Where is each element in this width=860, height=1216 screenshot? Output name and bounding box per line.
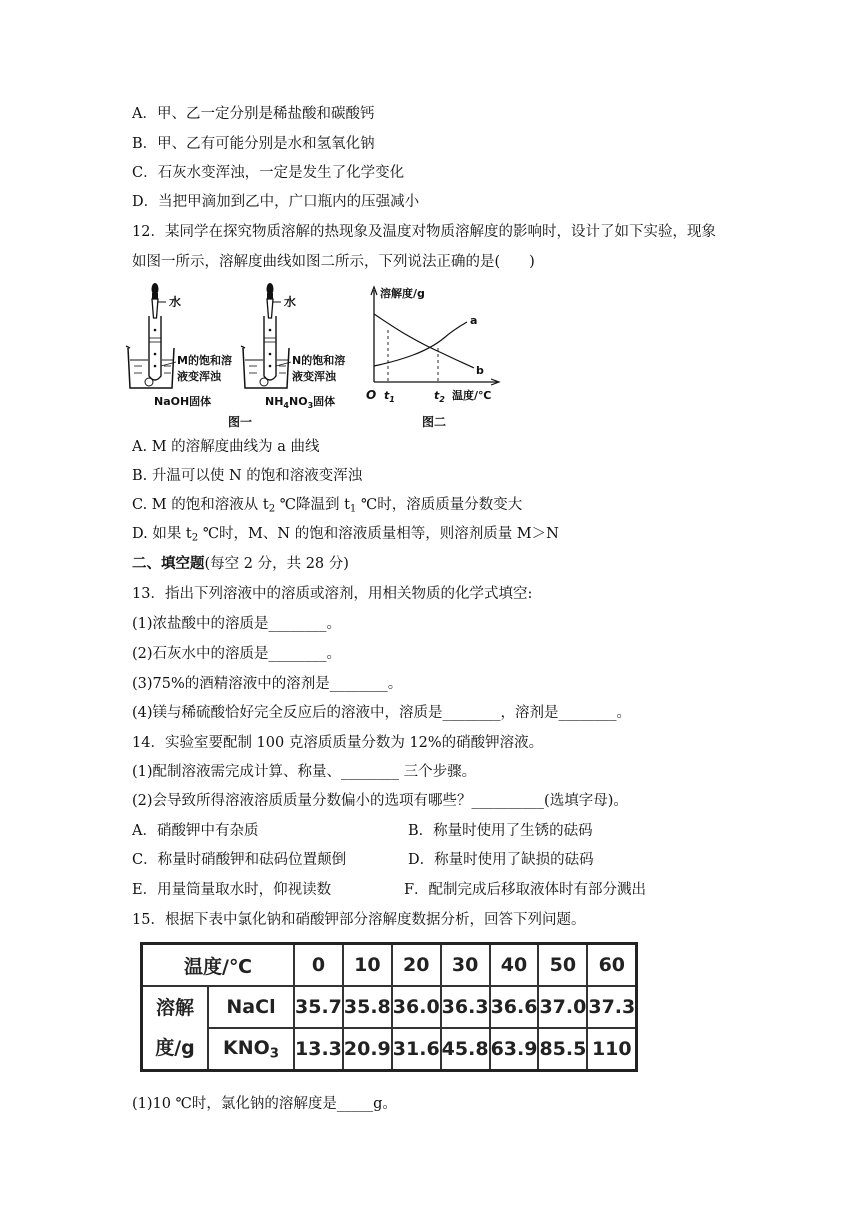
q13-sub2: (2)石灰水中的溶质是________。 — [132, 646, 342, 662]
q11-option-d: D．当把甲滴加到乙中，广口瓶内的压强减小 — [132, 194, 420, 210]
kno3-cell: 110 — [587, 1028, 636, 1071]
temp-cell: 60 — [587, 944, 636, 987]
q12-stem-line2: 如图一所示，溶解度曲线如图二所示，下列说法正确的是( ) — [132, 254, 535, 270]
q12-figure — [122, 278, 512, 433]
table-row — [142, 986, 637, 1028]
q11-option-c: C．石灰水变浑浊，一定是发生了化学变化 — [132, 165, 405, 181]
solubility-label: 溶解 度/g — [142, 986, 209, 1071]
m-label-line2: 液变浑浊 — [177, 370, 221, 383]
nacl-cell: 36.3 — [441, 986, 490, 1028]
solubility-table — [140, 942, 638, 1072]
n-label-line1: N的饱和溶 — [292, 354, 346, 367]
curve-b-label: b — [476, 364, 484, 377]
t2-label: $t_2$ — [434, 389, 445, 404]
curve-a-label: a — [470, 314, 478, 327]
kno3-cell: 20.9 — [343, 1028, 392, 1071]
m-label-line1: M的饱和溶 — [177, 354, 232, 367]
q14-option-b: B．称量时使用了生锈的砝码 — [408, 823, 593, 839]
table-row — [142, 1028, 637, 1071]
t1-label: $t_1$ — [384, 389, 395, 404]
q14-option-f: F．配制完成后移取液体时有部分溅出 — [404, 882, 647, 898]
x-axis-label: 温度/℃ — [452, 389, 492, 402]
kno3-cell: 45.8 — [441, 1028, 490, 1071]
nacl-cell: 37.0 — [538, 986, 587, 1028]
q14-stem: 14．实验室要配制 100 克溶质质量分数为 12%的硝酸钾溶液。 — [132, 735, 544, 751]
table-row — [142, 944, 637, 987]
q14-option-d: D．称量时使用了缺损的砝码 — [408, 852, 594, 868]
kno3-label: $KNO_3$ — [208, 1028, 294, 1071]
water-label-left: 水 — [169, 295, 182, 309]
q13-sub3: (3)75%的酒精溶液中的溶剂是________。 — [132, 676, 403, 692]
n-label-line2: 液变浑浊 — [292, 370, 336, 383]
q14-option-c: C．称量时硝酸钾和砝码位置颠倒 — [132, 852, 347, 868]
origin-label: O — [366, 388, 377, 402]
temp-cell: 50 — [538, 944, 587, 987]
q14-option-a: A．硝酸钾中有杂质 — [132, 823, 259, 839]
kno3-cell: 13.3 — [294, 1028, 343, 1071]
q12-option-c: C. M 的饱和溶液从 $t_2$ ℃降温到 $t_1$ ℃时，溶质质量分数变大 — [132, 497, 523, 515]
kno3-cell: 63.9 — [490, 1028, 539, 1071]
nacl-cell: 36.6 — [490, 986, 539, 1028]
y-axis-label: 溶解度/g — [380, 287, 425, 300]
q11-option-b: B．甲、乙有可能分别是水和氢氧化钠 — [132, 136, 375, 152]
temp-cell: 40 — [490, 944, 539, 987]
q12-option-d: D. 如果 $t_2$ ℃时，M、N 的饱和溶液质量相等，则溶剂质量 M＞N — [132, 526, 559, 544]
q13-sub4: (4)镁与稀硫酸恰好完全反应后的溶液中，溶质是________，溶剂是________。 — [132, 705, 632, 721]
q13-sub1: (1)浓盐酸中的溶质是________。 — [132, 616, 342, 632]
naoh-label: NaOH固体 — [154, 395, 212, 408]
q12-option-a: A. M 的溶解度曲线为 a 曲线 — [132, 439, 320, 455]
q11-option-a: A．甲、乙一定分别是稀盐酸和碳酸钙 — [132, 106, 375, 122]
temp-cell: 0 — [294, 944, 343, 987]
section2-note: (每空 2 分，共 28 分) — [204, 556, 349, 572]
temp-cell: 10 — [343, 944, 392, 987]
curve-b — [374, 314, 474, 368]
q15-sub1: (1)10 ℃时，氯化钠的溶解度是_____g。 — [132, 1096, 397, 1112]
q14-option-e: E．用量筒量取水时，仰视读数 — [132, 882, 332, 898]
q13-stem: 13．指出下列溶液中的溶质或溶剂，用相关物质的化学式填空: — [132, 586, 533, 602]
water-label-right: 水 — [284, 295, 297, 309]
temp-header: 温度/℃ — [142, 944, 295, 987]
fig1-caption: 图一 — [228, 415, 253, 429]
nh4no3-label: $NH_4NO_3$固体 — [265, 395, 336, 410]
kno3-cell: 85.5 — [538, 1028, 587, 1071]
q15-stem: 15．根据下表中氯化钠和硝酸钾部分溶解度数据分析，回答下列问题。 — [132, 912, 586, 928]
nacl-cell: 36.0 — [392, 986, 441, 1028]
q12-option-b: B. 升温可以使 N 的饱和溶液变浑浊 — [132, 468, 363, 484]
nacl-cell: 35.7 — [294, 986, 343, 1028]
temp-cell: 20 — [392, 944, 441, 987]
nacl-cell: 37.3 — [587, 986, 636, 1028]
section2-title: 二、填空题 — [132, 555, 205, 572]
nacl-label: NaCl — [208, 986, 294, 1028]
q14-sub1: (1)配制溶液需完成计算、称量、________ 三个步骤。 — [132, 764, 477, 780]
section2-heading — [132, 554, 349, 574]
temp-cell: 30 — [441, 944, 490, 987]
q12-stem-line1: 12．某同学在探究物质溶解的热现象及温度对物质溶解度的影响时，设计了如下实验，现象 — [132, 224, 716, 240]
fig2-caption: 图二 — [422, 415, 447, 429]
kno3-cell: 31.6 — [392, 1028, 441, 1071]
nacl-cell: 35.8 — [343, 986, 392, 1028]
q14-sub2: (2)会导致所得溶液溶质质量分数偏小的选项有哪些？__________(选填字母)。 — [132, 793, 628, 809]
